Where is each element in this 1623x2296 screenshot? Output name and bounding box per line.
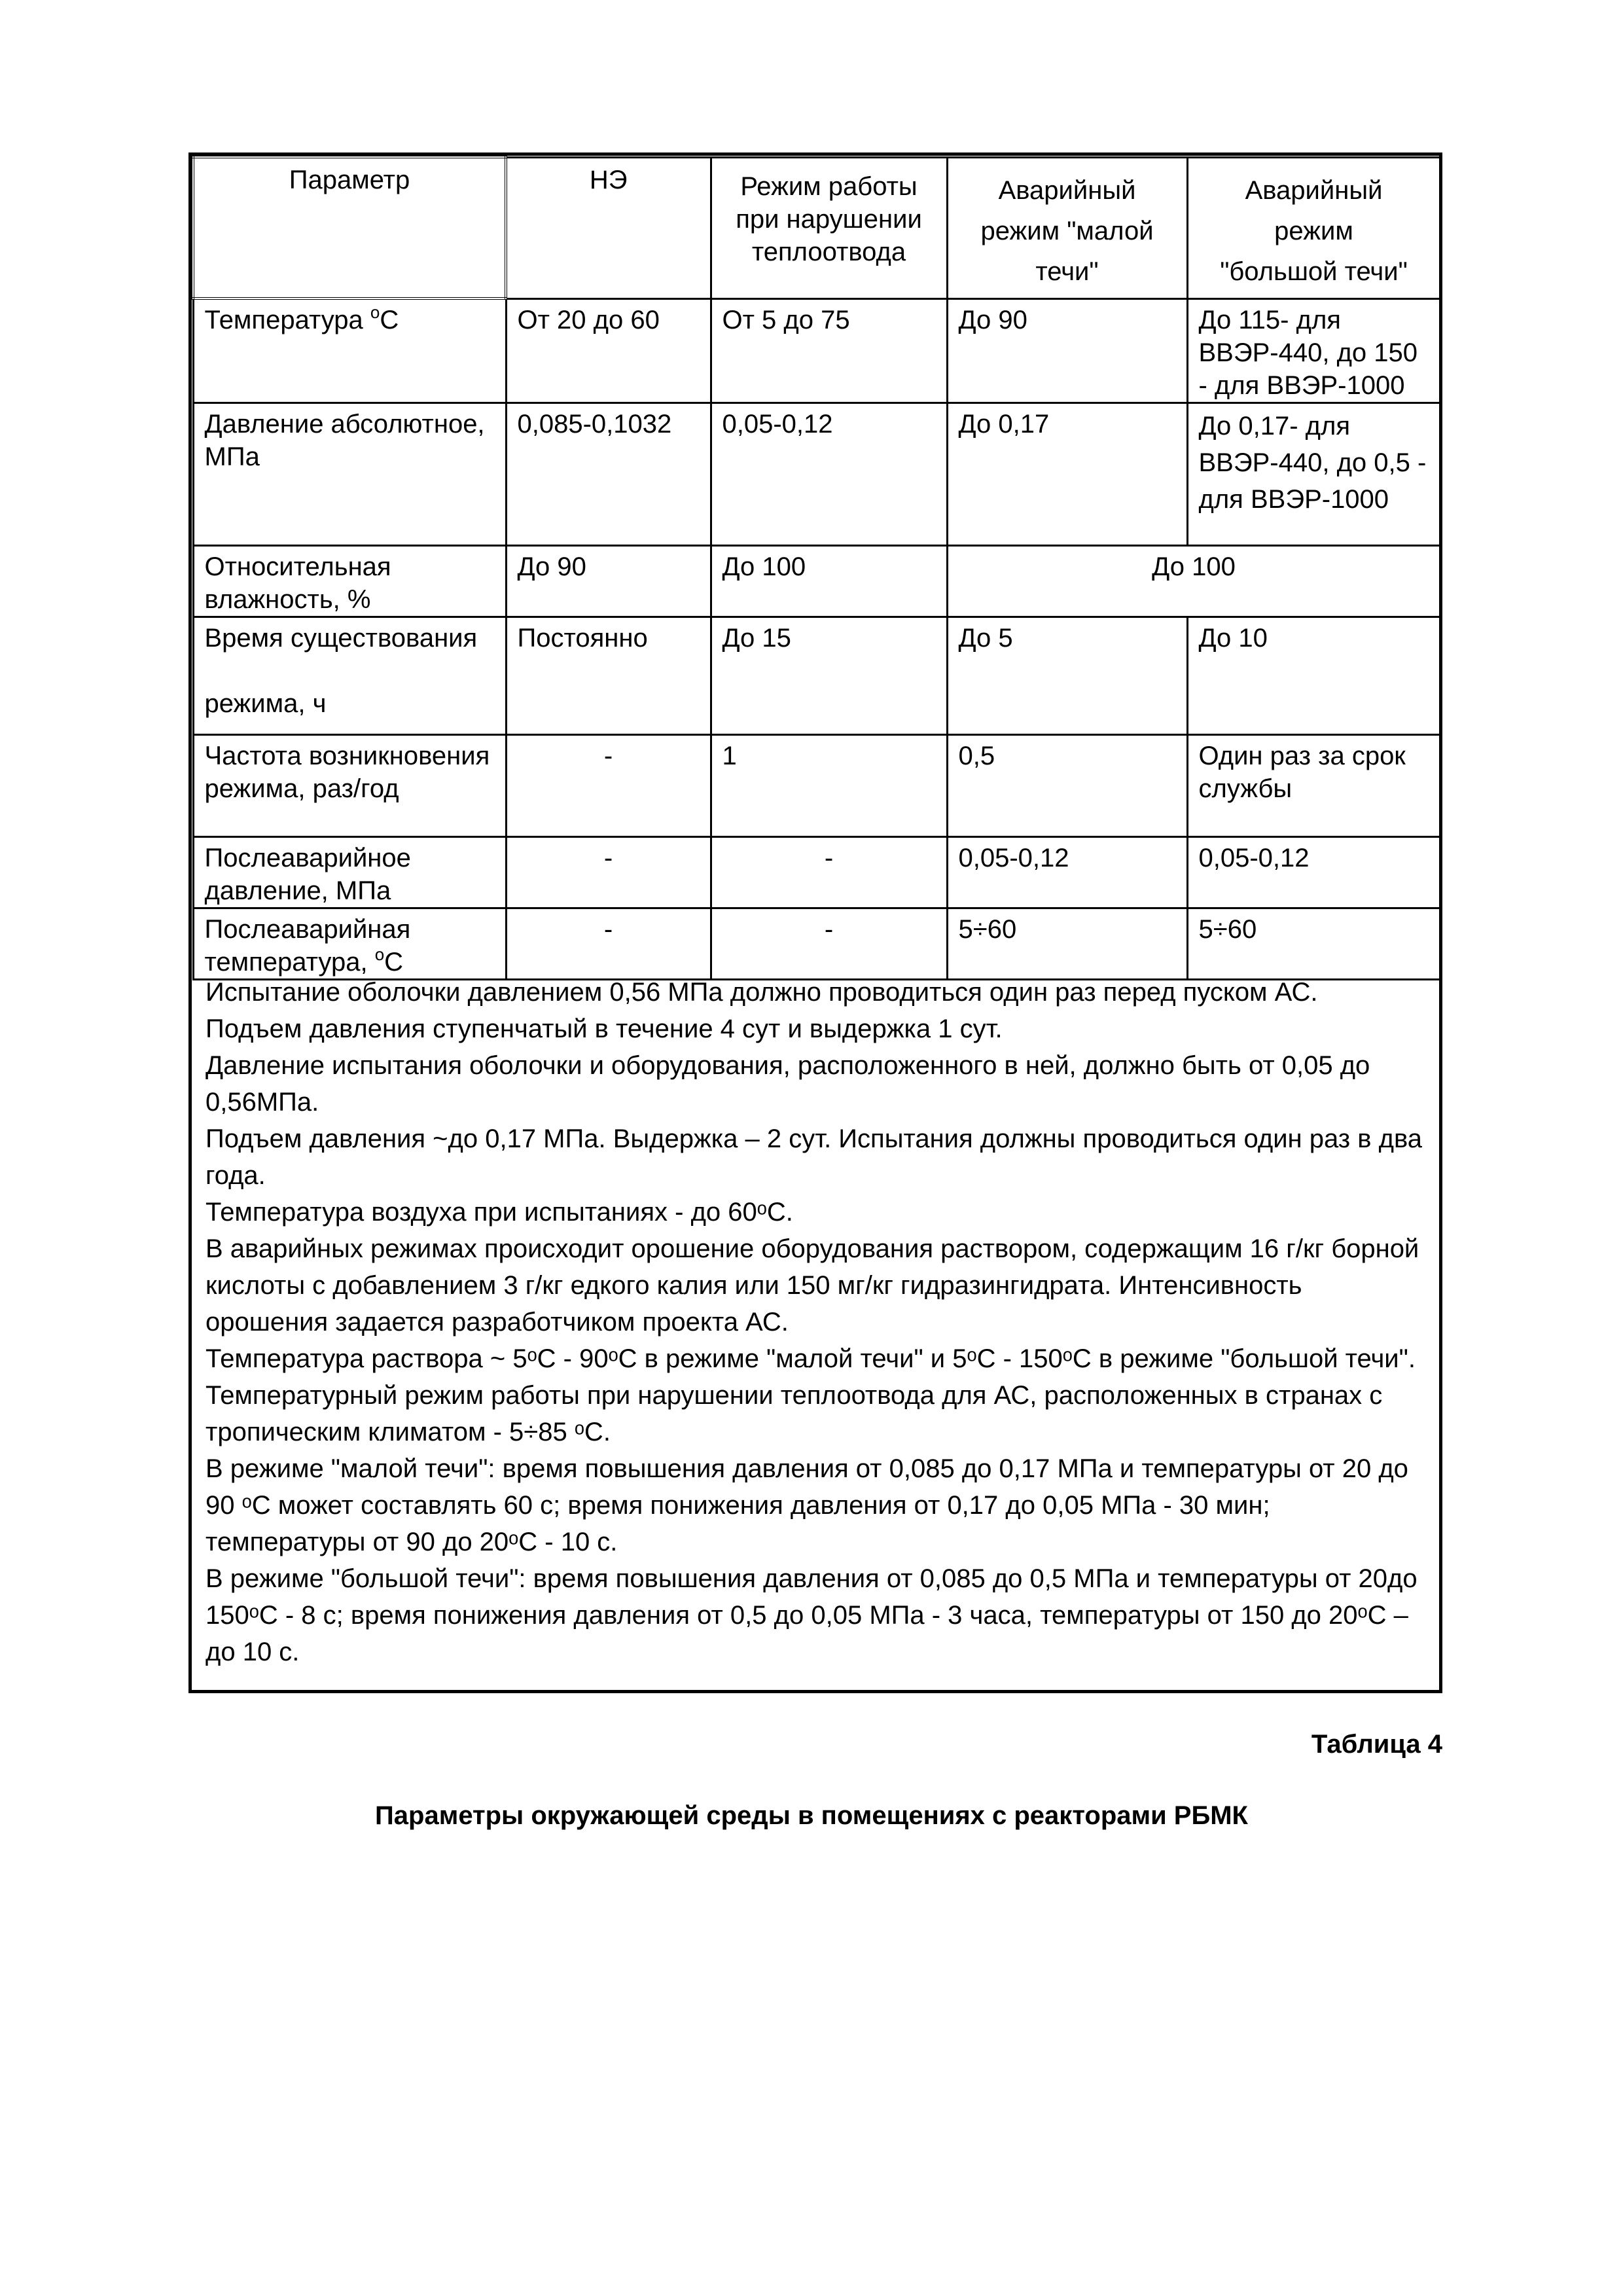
- large-leak-cell: 0,05-0,12: [1187, 836, 1440, 908]
- violation-cell: -: [711, 908, 947, 979]
- note-paragraph: В режиме "малой течи": время повышения давления от 0,085 до 0,17 МПа и температуры от 20 до 90 ᵒС может составлять 60 с; время понижения давления от 0,17 до 0,05 МПа - 30 мин; температуры от 90 до 20ᵒС - 10 с.: [205, 1454, 1408, 1556]
- large-leak-cell: До 0,17- для ВВЭР-440, до 0,5 - для ВВЭР-1000: [1187, 403, 1440, 545]
- note-paragraph: Подъем давления ~до 0,17 МПа. Выдержка – 2 сут. Испытания должны проводиться один раз в два года.: [205, 1124, 1422, 1190]
- note-paragraph: Испытание оболочки давлением 0,56 МПа должно проводиться один раз перед пуском АС.: [205, 978, 1318, 1007]
- note-paragraph: Давление испытания оболочки и оборудования, расположенного в ней, должно быть от 0,05 до 0,56МПа.: [205, 1051, 1370, 1117]
- table-row: [193, 836, 1440, 908]
- small-leak-cell: До 0,17: [947, 403, 1187, 545]
- accident-merged-cell: До 100: [947, 545, 1440, 617]
- param-unit: С: [380, 306, 399, 334]
- param-cell: [193, 908, 506, 979]
- header-large-leak: Аварийный режим "большой течи": [1187, 157, 1440, 298]
- table-row: [193, 545, 1440, 617]
- param-sup: о: [370, 302, 380, 322]
- param-label: Температура: [204, 306, 370, 334]
- table-notes: [195, 974, 1438, 1670]
- small-leak-cell: До 90: [947, 298, 1187, 403]
- parameters-table: [192, 156, 1442, 980]
- table-row: [193, 734, 1440, 836]
- param-cell: Послеаварийное давление, МПа: [193, 836, 506, 908]
- small-leak-cell: 0,5: [947, 734, 1187, 836]
- header-row: [193, 157, 1440, 298]
- ne-cell: Постоянно: [506, 617, 711, 734]
- table-number: Таблица 4: [1311, 1730, 1442, 1759]
- violation-cell: -: [711, 836, 947, 908]
- note-paragraph: Температура раствора ~ 5ᵒС - 90ᵒС в режиме "малой течи" и 5ᵒС - 150ᵒС в режиме "большой течи".: [205, 1344, 1416, 1373]
- param-label-continued: режима, ч: [204, 689, 327, 718]
- large-leak-cell: До 115- для ВВЭР-440, до 150 - для ВВЭР-1000: [1187, 298, 1440, 403]
- table-row: [193, 403, 1440, 545]
- header-parameter: Параметр: [193, 157, 506, 298]
- table-row: [193, 617, 1440, 734]
- small-leak-cell: 5÷60: [947, 908, 1187, 979]
- ne-cell: -: [506, 836, 711, 908]
- param-cell: Относительная влажность, %: [193, 545, 506, 617]
- note-paragraph: Подъем давления ступенчатый в течение 4 сут и выдержка 1 сут.: [205, 1014, 1003, 1043]
- table-row: [193, 298, 1440, 403]
- param-cell: [193, 617, 506, 734]
- violation-cell: 1: [711, 734, 947, 836]
- ne-cell: -: [506, 908, 711, 979]
- large-leak-cell: Один раз за срок службы: [1187, 734, 1440, 836]
- note-paragraph: Температура воздуха при испытаниях - до 60ᵒС.: [205, 1198, 793, 1227]
- header-ne: НЭ: [506, 157, 711, 298]
- param-cell: Частота возникновения режима, раз/год: [193, 734, 506, 836]
- ne-cell: -: [506, 734, 711, 836]
- small-leak-cell: 0,05-0,12: [947, 836, 1187, 908]
- violation-cell: От 5 до 75: [711, 298, 947, 403]
- param-cell: Давление абсолютное, МПа: [193, 403, 506, 545]
- violation-cell: До 100: [711, 545, 947, 617]
- table-row: [193, 908, 1440, 979]
- param-label: Послеаварийная температура,: [204, 914, 411, 977]
- ne-cell: До 90: [506, 545, 711, 617]
- large-leak-cell: До 10: [1187, 617, 1440, 734]
- note-paragraph: В режиме "большой течи": время повышения давления от 0,085 до 0,5 МПа и температуры от 20до 150ᵒС - 8 с; время понижения давления от 0,5 до 0,05 МПа - 3 часа, температуры от 150 до 20ᵒС – до 10 с.: [205, 1564, 1418, 1666]
- note-paragraph: В аварийных режимах происходит орошение оборудования раствором, содержащим 16 г/кг борной кислоты с добавлением 3 г/кг едкого калия или 150 мг/кг гидразингидрата. Интенсивность орошения задается разработчиком проекта АС.: [205, 1234, 1419, 1336]
- large-leak-cell: 5÷60: [1187, 908, 1440, 979]
- param-sup: о: [374, 944, 385, 964]
- violation-cell: До 15: [711, 617, 947, 734]
- param-unit: С: [384, 947, 404, 977]
- ne-cell: 0,085-0,1032: [506, 403, 711, 545]
- spacer: [205, 655, 495, 687]
- param-cell: [193, 298, 506, 403]
- header-small-leak: Аварийный режим "малой течи": [947, 157, 1187, 298]
- table-title: Параметры окружающей среды в помещениях с реакторами РБМК: [375, 1801, 1248, 1830]
- note-paragraph: Температурный режим работы при нарушении теплоотвода для АС, расположенных в странах с тропическим климатом - 5÷85 ᵒС.: [205, 1381, 1383, 1446]
- violation-cell: 0,05-0,12: [711, 403, 947, 545]
- header-violation-mode: Режим работы при нарушении теплоотвода: [711, 157, 947, 298]
- param-label: Время существования: [204, 623, 478, 653]
- ne-cell: От 20 до 60: [506, 298, 711, 403]
- small-leak-cell: До 5: [947, 617, 1187, 734]
